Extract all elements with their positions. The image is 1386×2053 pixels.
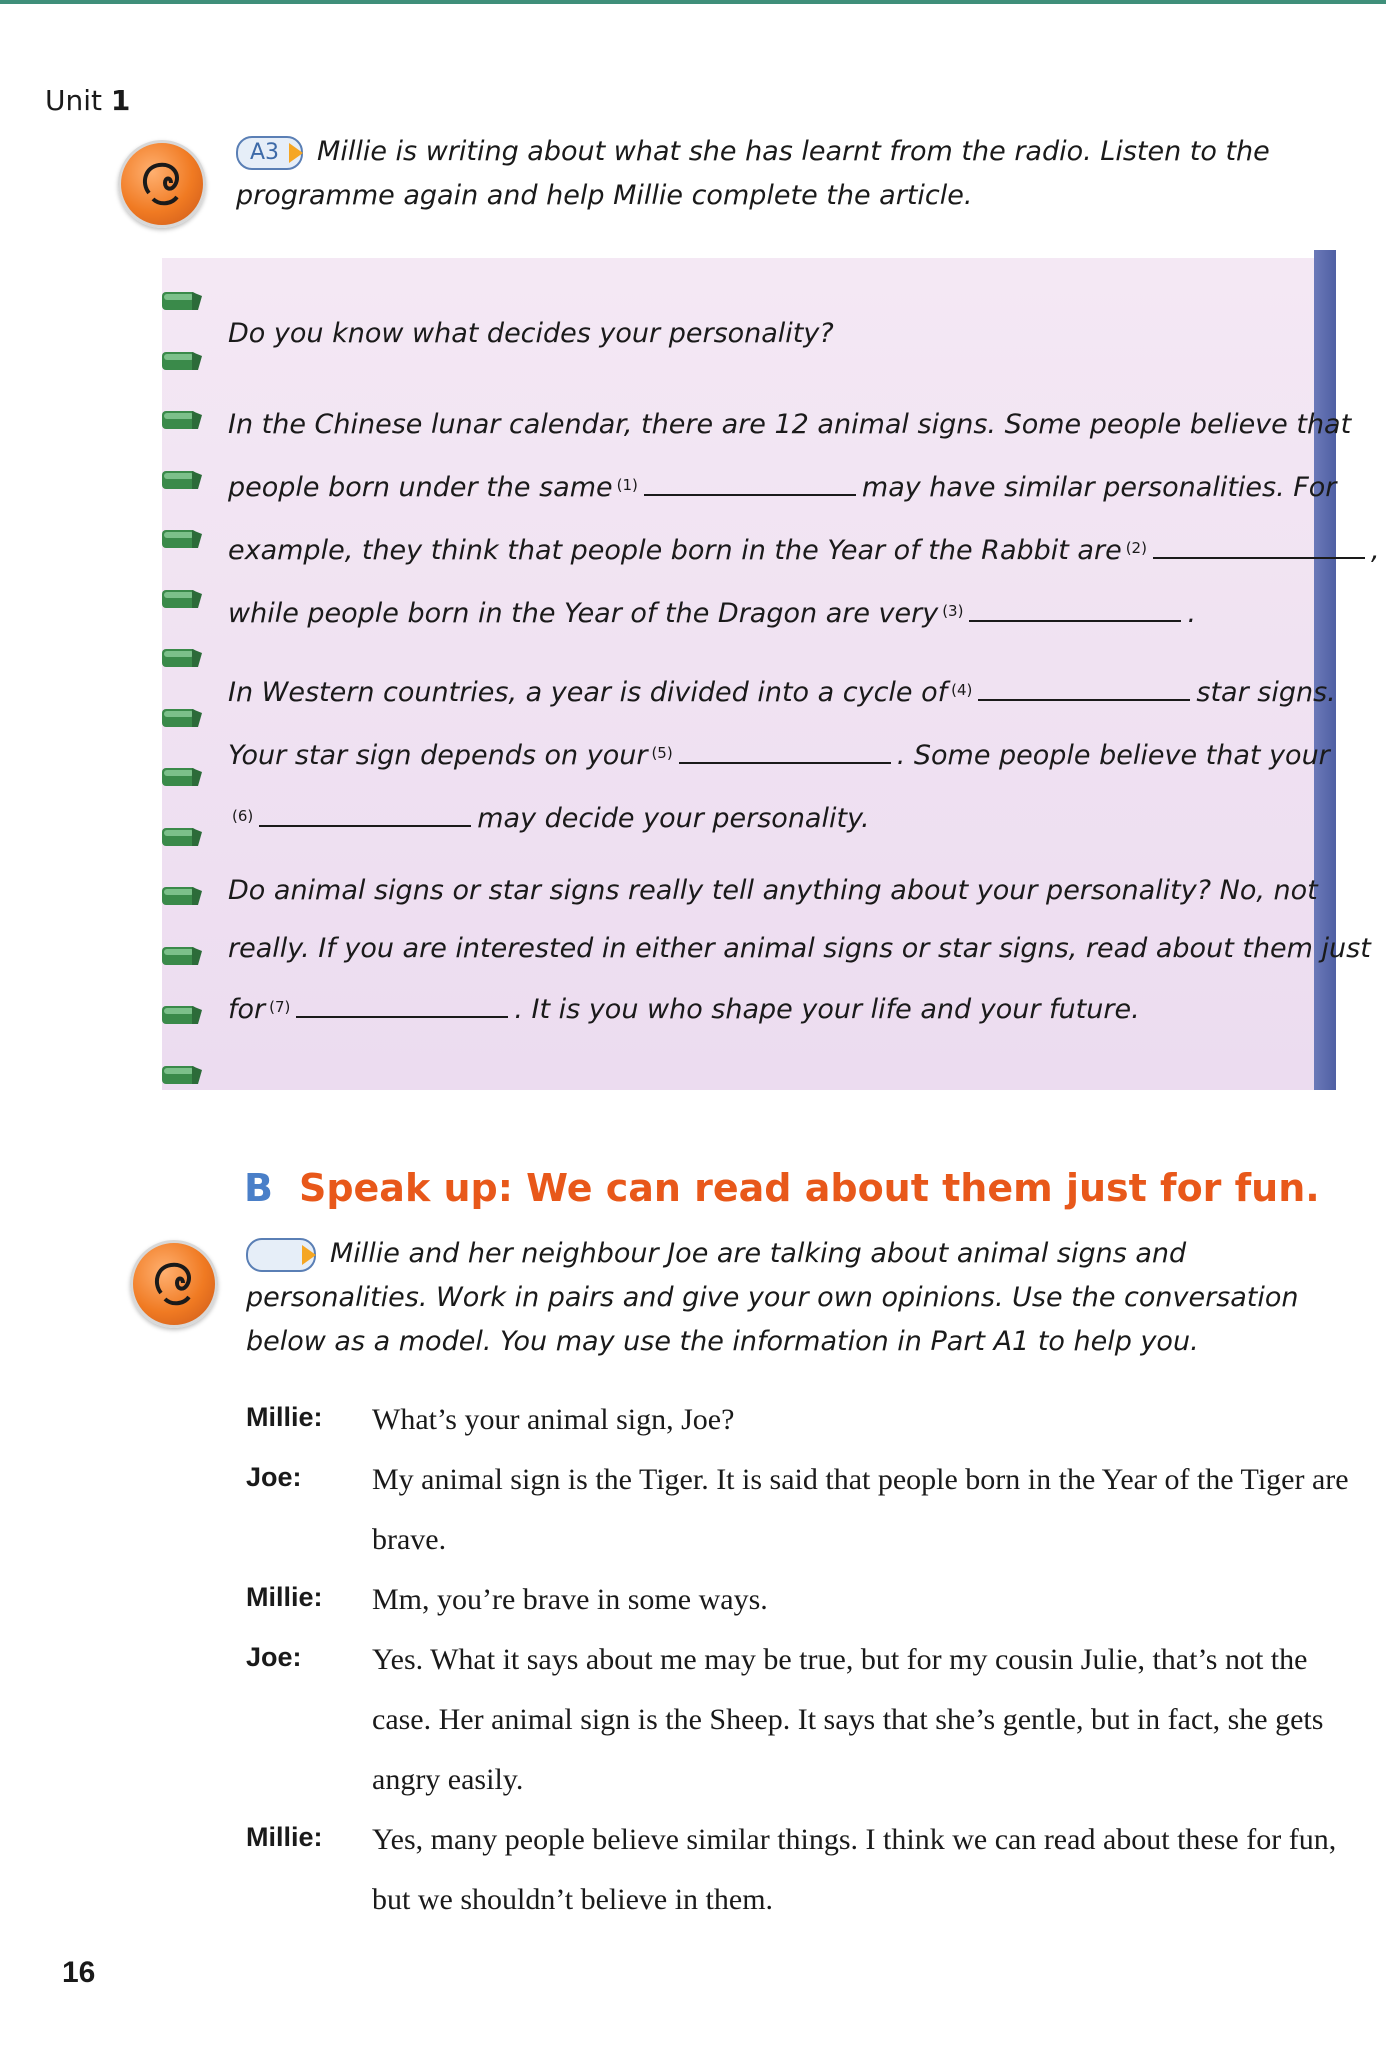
blank-2[interactable] <box>1153 533 1365 559</box>
notebook-ring-icon <box>162 824 204 850</box>
article-para-1: Do you know what decides your personality? <box>228 318 834 349</box>
notebook-ring-icon <box>162 705 204 731</box>
blank-6[interactable] <box>259 801 471 827</box>
listen-icon <box>118 140 206 228</box>
notebook-ring-icon <box>162 348 204 374</box>
notebook-ring-icon <box>162 526 204 552</box>
notebook-ring-icon <box>162 1062 204 1088</box>
notebook-ring-icon <box>162 586 204 612</box>
dialogue-line: Millie: What’s your animal sign, Joe? <box>246 1402 735 1436</box>
dialogue-line: Joe: My animal sign is the Tiger. It is said that people born in the Year of the Tiger are brave. <box>246 1462 1349 1556</box>
dialogue <box>246 1390 1356 1930</box>
notebook-ring-icon <box>162 407 204 433</box>
notebook-ring-icon <box>162 1002 204 1028</box>
blank-4[interactable] <box>978 675 1190 701</box>
b-instruction: Millie and her neighbour Joe are talking about animal signs and personalities. Work in pairs and give your own opinions. Use the conversation below as a model. You may use the information in Part A1 to help you. <box>246 1238 1299 1357</box>
part-b-heading: B Speak up: We can read about them just for fun. <box>244 1166 1320 1210</box>
article-para-3: In Western countries, a year is divided into a cycle of $^{(4)}$ star signs. Your star sign depends on your $^{(5)}$ . Some people believe that your $^{(6)}$ may decide your personality. <box>228 677 1336 834</box>
unit-label: Unit 1 <box>45 84 131 117</box>
blank-3[interactable] <box>969 596 1181 622</box>
listen-icon <box>130 1240 218 1328</box>
a3-instruction: A3 Millie is writing about what she has learnt from the radio. Listen to the programme again and help Millie complete the article. <box>236 136 1270 211</box>
notebook-ring-icon <box>162 943 204 969</box>
blank-5[interactable] <box>679 738 891 764</box>
notebook-ring-icon <box>162 764 204 790</box>
page-number: 16 <box>62 1956 96 1989</box>
notebook-ring-icon <box>162 467 204 493</box>
blank-1[interactable] <box>644 470 856 496</box>
dialogue-line: Millie: Mm, you’re brave in some ways. <box>246 1582 768 1616</box>
track-badge-a3[interactable]: A3 <box>236 136 303 170</box>
track-badge-b[interactable] <box>246 1238 316 1272</box>
notebook-ring-icon <box>162 645 204 671</box>
notebook-ring-icon <box>162 883 204 909</box>
dialogue-line: Joe: Yes. What it says about me may be true, but for my cousin Julie, that’s not the case. Her animal sign is the Sheep. It says that she’s gentle, but in fact, she gets angry easily. <box>246 1642 1324 1796</box>
article-para-4: Do animal signs or star signs really tell anything about your personality? No, not really. If you are interested in either animal signs or star signs, read about them just for $^{(7)}$ . It is you who shape your life and your future. <box>228 875 1371 1025</box>
track-play-icon <box>302 1245 316 1265</box>
article-para-2: In the Chinese lunar calendar, there are 12 animal signs. Some people believe that people born under the same $^{(1)}$ may have similar personalities. For example, they think that people born in the Year of the Rabbit are $^{(2)}$ , while people born in the Year of the Dragon are very $^{(3)}$ . <box>228 409 1380 629</box>
dialogue-line: Millie: Yes, many people believe similar things. I think we can read about these for fun, but we shouldn’t believe in them. <box>246 1822 1337 1916</box>
notebook-ring-icon <box>162 288 204 314</box>
blank-7[interactable] <box>296 992 508 1018</box>
track-play-icon <box>289 143 303 163</box>
top-rule <box>0 0 1386 4</box>
